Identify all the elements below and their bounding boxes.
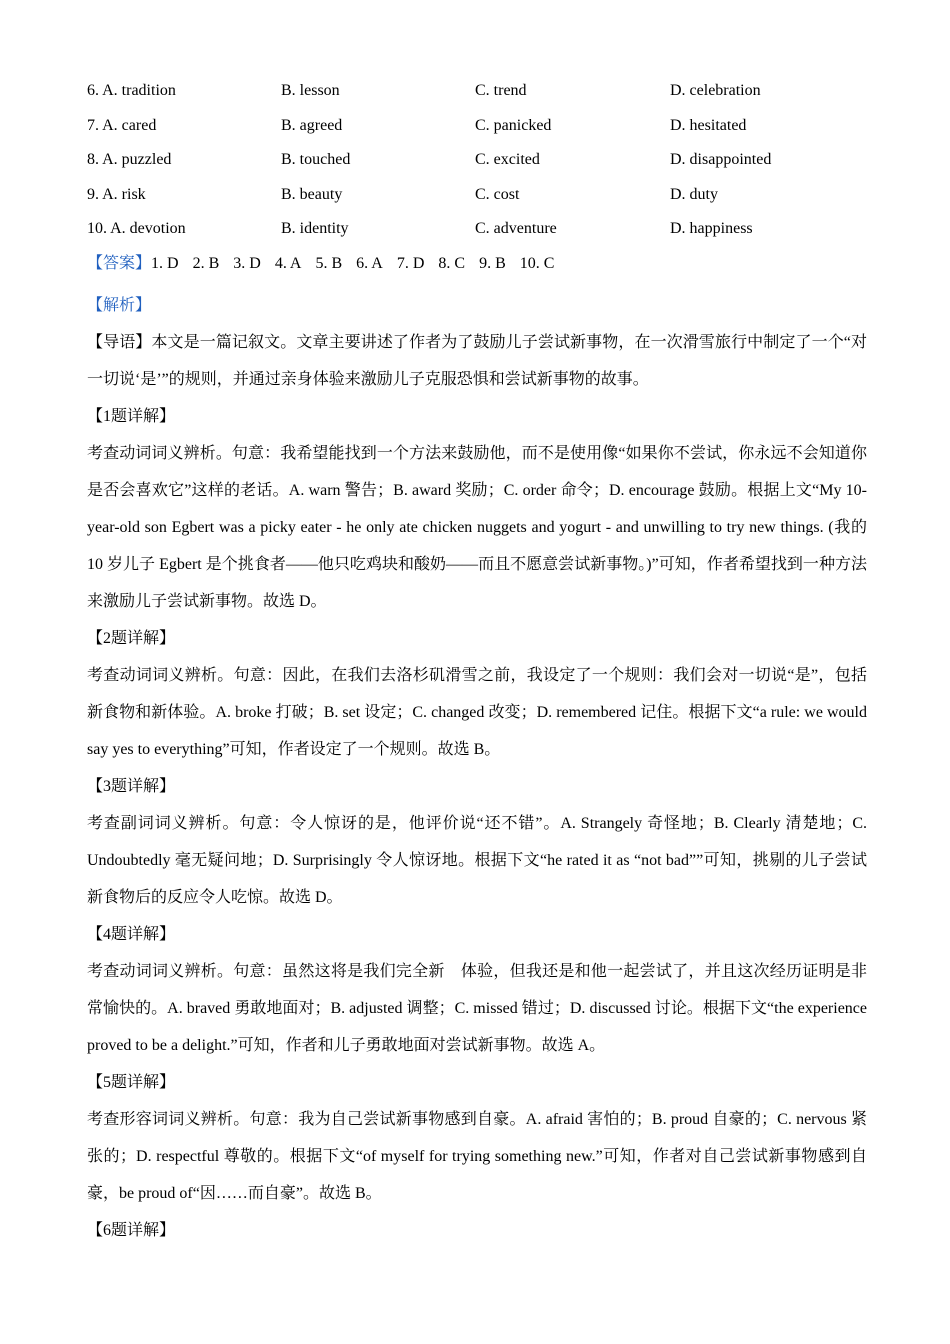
detail-body: 考查动词词义辨析。句意：因此，在我们去洛杉矶滑雪之前，我设定了一个规则：我们会对一切说“是”，包括新食物和新体验。A. broke 打破；B. set 设定；C. changed 改变；D. remembered 记住。根据下文“a rule: we would say yes to everything”可知，作者设定了一个规则。故选 B。 <box>87 667 867 758</box>
option-a: 7. A. cared <box>87 116 157 134</box>
detail-body: 考查动词词义辨析。句意：虽然这将是我们完全新 体验，但我还是和他一起尝试了，并且这次经历证明是非常愉快的。A. braved 勇敢地面对；B. adjusted 调整；C. missed 错过；D. discussed 讨论。根据下文“the experience proved to be a delight.”可知，作者和儿子勇敢地面对尝试新事物。故选 A。 <box>87 963 867 1054</box>
option-c: C. panicked <box>475 116 552 134</box>
option-d: D. disappointed <box>670 151 772 168</box>
option-d: D. hesitated <box>670 116 747 134</box>
detail-heading: 【5题详解】 <box>87 1074 176 1091</box>
option-a: 10. A. devotion <box>87 220 186 237</box>
option-b: B. lesson <box>281 82 340 99</box>
option-b: B. beauty <box>281 185 343 203</box>
option-a: 8. A. puzzled <box>87 151 172 168</box>
answer-item: 9. B <box>479 254 506 272</box>
answer-line <box>87 253 867 288</box>
detail-heading: 【1题详解】 <box>87 408 176 425</box>
detail-body: 考查动词词义辨析。句意：我希望能找到一个方法来鼓励他，而不是使用像“如果你不尝试，你永远不会知道你是否会喜欢它”这样的老话。A. warn 警告；B. award 奖励；C. order 命令；D. encourage 鼓励。根据上文“My 10-year-old son Egbert was a picky eater - he only ate chicken nuggets and yogurt - and unwilling to try new things. (我的 10 岁儿子 Egbert 是个挑食者——他只吃鸡块和酸奶——而且不愿意尝试新事物。)”可知，作者希望找到一种方法来激励儿子尝试新事物。故选 D。 <box>87 445 867 610</box>
option-row <box>87 184 867 219</box>
option-c: C. trend <box>475 82 527 99</box>
analysis-label: 【解析】 <box>87 297 152 314</box>
option-a: 9. A. risk <box>87 185 146 203</box>
intro-paragraph: 【导语】本文是一篇记叙文。文章主要讲述了作者为了鼓励儿子尝试新事物，在一次滑雪旅行中制定了一个“对一切说‘是’”的规则，并通过亲身体验来激励儿子克服恐惧和尝试新事物的故事。 <box>87 334 867 388</box>
answer-item: 7. D <box>396 254 425 272</box>
answer-item: 8. C <box>438 254 466 272</box>
detail-heading: 【4题详解】 <box>87 926 176 943</box>
answer-item: 5. B <box>315 254 343 272</box>
option-row <box>87 80 867 115</box>
options-table <box>87 80 867 253</box>
answer-item: 4. A <box>274 254 302 272</box>
option-row <box>87 149 867 184</box>
detail-body: 考查副词词义辨析。句意：令人惊讶的是，他评价说“还不错”。A. Strangely 奇怪地；B. Clearly 清楚地；C. Undoubtedly 毫无疑问地；D. Surprisingly 令人惊讶地。根据下文“he rated it as “not bad””可知，挑剔的儿子尝试新食物后的反应令人吃惊。故选 D。 <box>87 815 867 906</box>
option-b: B. identity <box>281 220 349 237</box>
option-d: D. celebration <box>670 82 761 99</box>
detail-heading: 【6题详解】 <box>87 1222 176 1239</box>
option-b: B. agreed <box>281 116 343 134</box>
detail-heading: 【3题详解】 <box>87 778 176 795</box>
option-row <box>87 115 867 150</box>
answer-item: 6. A <box>356 254 383 272</box>
answer-item: 1. D <box>151 254 179 272</box>
answer-item: 3. D <box>233 254 261 272</box>
answer-label: 【答案】 <box>87 254 152 272</box>
option-c: C. cost <box>475 185 520 203</box>
option-row <box>87 218 867 253</box>
detail-heading: 【2题详解】 <box>87 630 176 647</box>
option-c: C. adventure <box>475 220 557 237</box>
option-d: D. duty <box>670 185 718 203</box>
option-d: D. happiness <box>670 220 753 237</box>
answer-item: 10. C <box>519 254 555 272</box>
document-page <box>87 80 867 1249</box>
option-c: C. excited <box>475 151 540 168</box>
option-b: B. touched <box>281 151 351 168</box>
answer-item: 2. B <box>192 254 220 272</box>
detail-body: 考查形容词词义辨析。句意：我为自己尝试新事物感到自豪。A. afraid 害怕的；B. proud 自豪的；C. nervous 紧张的；D. respectful 尊敬的。根据下文“of myself for trying something new.”可知，作者对自己尝试新事物感到自豪，be proud of“因……而自豪”。故选 B。 <box>87 1111 867 1202</box>
option-a: 6. A. tradition <box>87 82 176 99</box>
